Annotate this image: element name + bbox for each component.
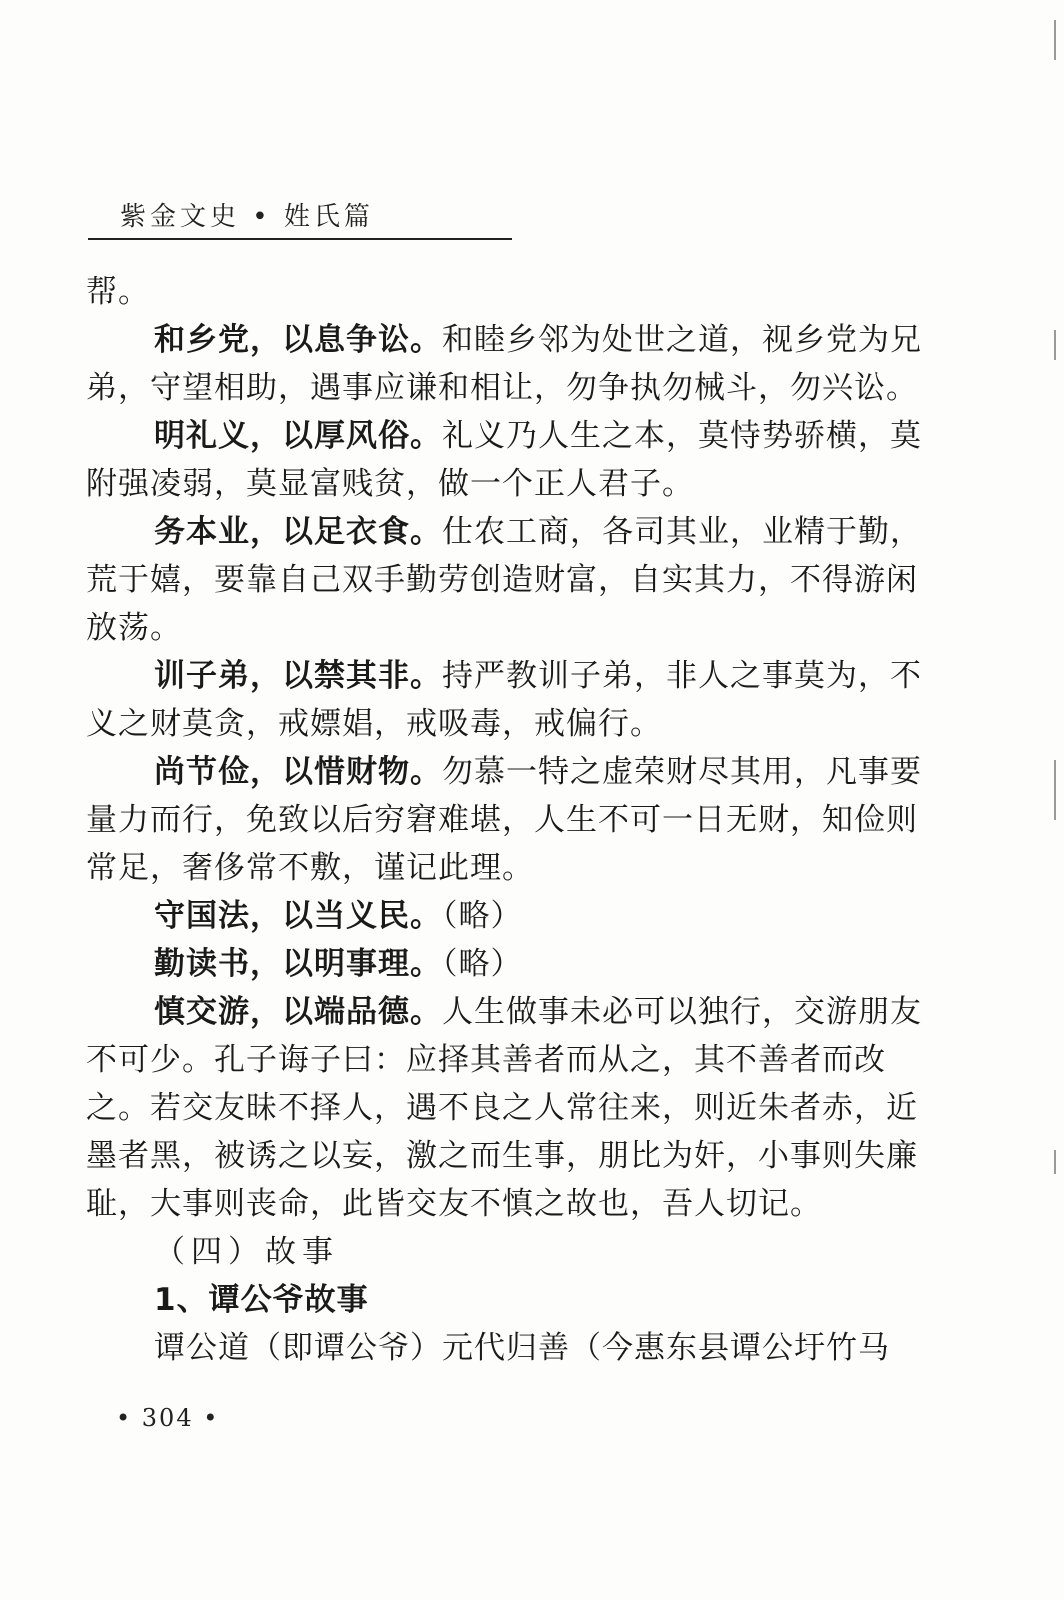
section-subheading: 1、谭公爷故事 [154,1282,369,1318]
paragraph-text: （略） [442,898,523,934]
paragraph-text: 持严教训子弟，非人之事莫为，不义之财莫贪，戒嫖娼，戒吸毒，戒偏行。 [86,658,922,742]
paragraph-lead: 训子弟，以禁其非。 [154,658,442,694]
paragraph-lead: 慎交游，以端品德。 [154,994,442,1030]
scan-edge-marks [1044,0,1058,1600]
paragraph-text: 和睦乡邻为处世之道，视乡党为兄弟，守望相助，遇事应谦和相让，勿争执勿械斗，勿兴讼。 [86,322,922,406]
paragraph-lead: 和乡党，以息争讼。 [154,322,442,358]
paragraph-rule-4 [86,652,926,748]
paragraph-lead: 守国法，以当义民。 [154,898,442,934]
paragraph-lead: 务本业，以足衣食。 [154,514,442,550]
paragraph-lead: 明礼义，以厚风俗。 [154,418,442,454]
paragraph-rule-7 [86,940,926,988]
paragraph-lead: 尚节俭，以惜财物。 [154,754,442,790]
paragraph-text: 帮。 [86,274,150,310]
paragraph-text: 仕农工商，各司其业，业精于勤，荒于嬉，要靠自己双手勤劳创造财富，自实其力，不得游闲放荡。 [86,514,922,646]
header-rule [88,238,512,240]
section-paragraph: 谭公道（即谭公爷）元代归善（今惠东县谭公圩竹马 [154,1330,890,1366]
paragraph-text: 礼义乃人生之本，莫恃势骄横，莫附强凌弱，莫显富贱贫，做一个正人君子。 [86,418,922,502]
paragraph-rule-2 [86,412,926,508]
paragraph-rule-3 [86,508,926,652]
paragraph-text: （略） [442,946,523,982]
running-header: 紫金文史 • 姓氏篇 [120,202,374,232]
paragraph-text: 人生做事未必可以独行，交游朋友不可少。孔子诲子曰：应择其善者而从之，其不善者而改之。若交友昧不择人，遇不良之人常往来，则近朱者赤，近墨者黑，被诱之以妄，激之而生事，朋比为奸，小事则失廉耻，大事则丧命，此皆交友不慎之故也，吾人切记。 [86,994,922,1222]
paragraph-continuation [86,268,926,316]
body-text [86,268,926,1372]
paragraph-rule-6 [86,892,926,940]
section-heading: （四）故事 [154,1234,339,1270]
paragraph-rule-8 [86,988,926,1228]
paragraph-rule-1 [86,316,926,412]
page-number: • 304 • [116,1404,220,1432]
paragraph-rule-5 [86,748,926,892]
paragraph-text: 勿慕一特之虚荣财尽其用，凡事要量力而行，免致以后穷窘难堪，人生不可一日无财，知俭则常足，奢侈常不敷，谨记此理。 [86,754,922,886]
paragraph-lead: 勤读书，以明事理。 [154,946,442,982]
